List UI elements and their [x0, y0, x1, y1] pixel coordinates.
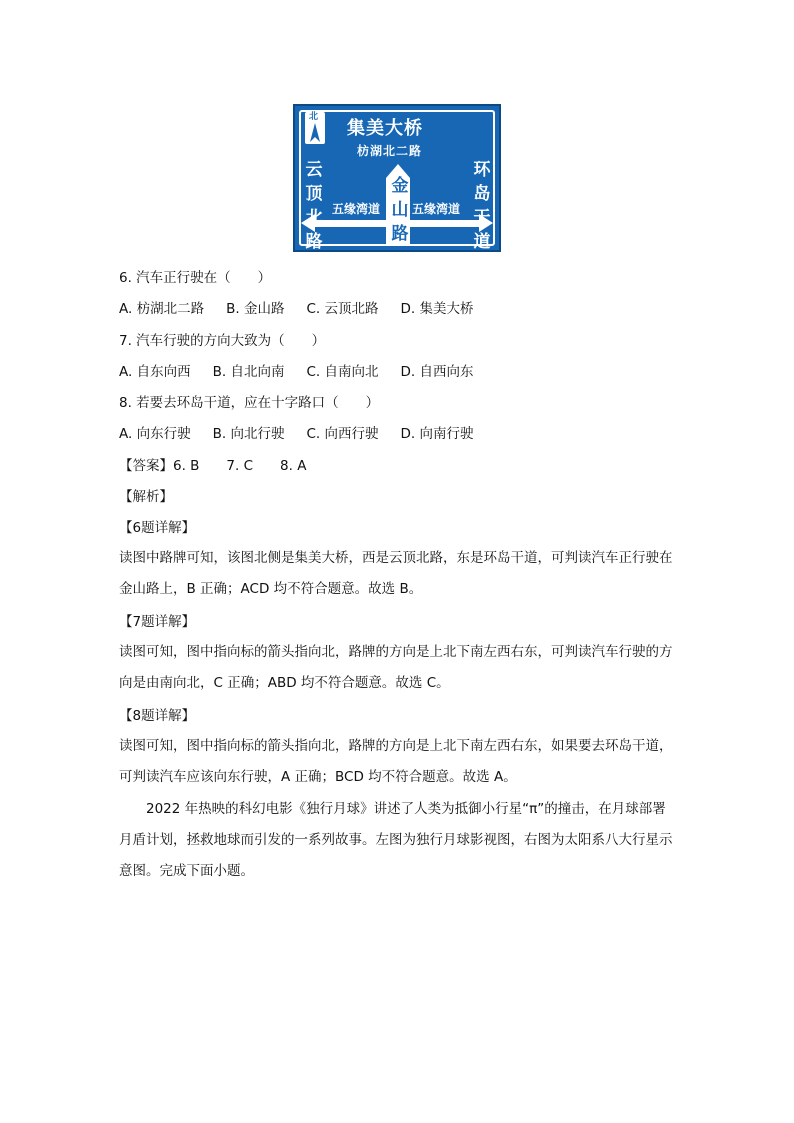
left-road-name: 云 顶 北 路 — [305, 160, 323, 252]
road-sign-figure — [293, 104, 501, 252]
q8-options — [119, 424, 495, 444]
q8-option-b: B. 向北行驶 — [212, 426, 285, 442]
intro-paragraph: 2022 年热映的科幻电影《独行月球》讲述了人类为抵御小行星“π”的撞击，在月球部署月盾计划，拯救地球而引发的一系列故事。左图为独行月球影视图，右图为太阳系八大行星示意图。完成下面小题。 — [119, 801, 673, 879]
d8-text: 读图可知，图中指向标的箭头指向北，路牌的方向是上北下南左西右东，如果要去环岛干道，可判读汽车应该向东行驶，A 正确；BCD 均不符合题意。故选 A。 — [119, 738, 673, 785]
q8-stem: 8. 若要去环岛干道，应在十字路口（ ） — [119, 395, 380, 411]
d7-text: 读图可知，图中指向标的箭头指向北，路牌的方向是上北下南左西右东，可判读汽车行驶的方向是由南向北，C 正确；ABD 均不符合题意。故选 C。 — [119, 644, 673, 691]
right-cross-road: 五缘湾道 — [412, 202, 461, 216]
answer-line: 【答案】6. B 7. C 8. A — [119, 458, 307, 474]
analysis-heading: 【解析】 — [119, 489, 173, 505]
q6-option-b: B. 金山路 — [226, 301, 285, 317]
q7-options — [119, 362, 495, 382]
north-arrow-icon — [310, 123, 320, 142]
q8-option-c: C. 向西行驶 — [306, 426, 379, 442]
d6-text: 读图中路牌可知，该图北侧是集美大桥，西是云顶北路，东是环岛干道，可判读汽车正行驶在金山路上，B 正确；ACD 均不符合题意。故选 B。 — [119, 550, 673, 597]
q6-stem: 6. 汽车正行驶在（ ） — [119, 270, 272, 286]
center-road-name: 金 山 路 — [391, 176, 409, 244]
d7-heading: 【7题详解】 — [119, 614, 196, 630]
q8-option-a: A. 向东行驶 — [119, 426, 191, 442]
d8-heading: 【8题详解】 — [119, 708, 196, 724]
north-label: 北 — [309, 112, 319, 122]
d6-heading: 【6题详解】 — [119, 520, 196, 536]
q7-option-a: A. 自东向西 — [119, 364, 191, 380]
q7-stem: 7. 汽车行驶的方向大致为（ ） — [119, 333, 326, 349]
q6-option-d: D. 集美大桥 — [400, 301, 474, 317]
q6-options — [119, 299, 495, 319]
sign-title: 集美大桥 — [347, 118, 423, 139]
q7-option-c: C. 自南向北 — [306, 364, 379, 380]
q6-option-a: A. 枋湖北二路 — [119, 301, 205, 317]
q8-option-d: D. 向南行驶 — [400, 426, 474, 442]
left-cross-road: 五缘湾道 — [332, 202, 381, 216]
q7-option-b: B. 自北向南 — [212, 364, 285, 380]
sign-subtitle: 枋湖北二路 — [357, 144, 423, 158]
q7-option-d: D. 自西向东 — [400, 364, 474, 380]
q6-option-c: C. 云顶北路 — [306, 301, 379, 317]
north-indicator — [305, 112, 325, 144]
right-road-name: 环 岛 干 道 — [473, 160, 491, 252]
